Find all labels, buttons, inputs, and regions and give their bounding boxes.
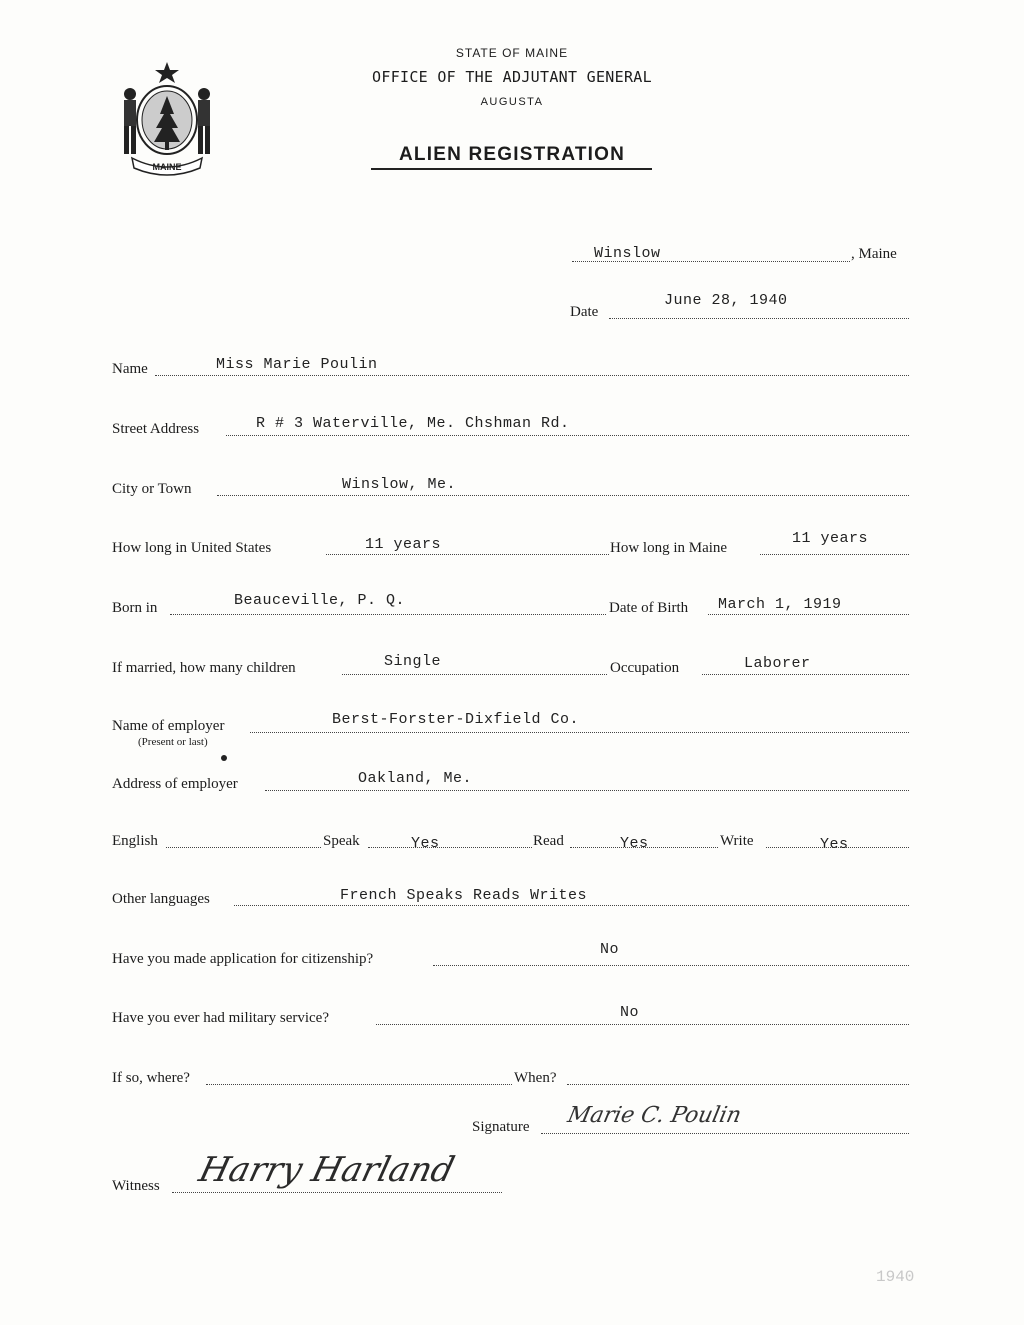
other-languages-label: Other languages	[112, 891, 210, 907]
military-line	[376, 1024, 909, 1025]
signature-label: Signature	[472, 1119, 530, 1135]
other-languages-line	[234, 905, 909, 906]
employer-address-value: Oakland, Me.	[358, 770, 473, 787]
signature-value: Marie C. Poulin	[565, 1103, 744, 1128]
date-line	[609, 318, 909, 319]
where-line	[206, 1084, 512, 1085]
citizenship-value: No	[600, 941, 620, 958]
children-label: If married, how many children	[112, 660, 296, 676]
svg-text:MAINE: MAINE	[152, 162, 182, 172]
city-label: City or Town	[112, 481, 192, 497]
read-value: Yes	[620, 835, 649, 852]
how-long-maine-line	[760, 554, 909, 555]
place-suffix: , Maine	[851, 246, 897, 262]
ink-mark	[221, 755, 227, 761]
place-value: Winslow	[594, 245, 661, 262]
how-long-us-value: 11 years	[365, 536, 442, 553]
witness-label: Witness	[112, 1178, 160, 1194]
date-value: June 28, 1940	[664, 292, 788, 309]
english-label: English	[112, 833, 158, 849]
speak-line	[368, 847, 532, 848]
witness-value: Harry Harland	[195, 1150, 459, 1190]
faint-stamp-year: 1940	[876, 1268, 915, 1286]
born-in-value: Beauceville, P. Q.	[234, 592, 406, 609]
employer-value: Berst-Forster-Dixfield Co.	[332, 711, 580, 728]
how-long-us-label: How long in United States	[112, 540, 272, 556]
street-label: Street Address	[112, 421, 200, 437]
english-line	[166, 847, 321, 848]
employer-address-line	[265, 790, 909, 791]
born-in-label: Born in	[112, 600, 158, 616]
employer-address-label: Address of employer	[112, 776, 238, 792]
citizenship-label: Have you made application for citizenship?	[112, 951, 374, 967]
employer-label: Name of employer	[112, 718, 225, 734]
occupation-label: Occupation	[610, 660, 680, 676]
street-value: R # 3 Waterville, Me. Chshman Rd.	[256, 415, 570, 432]
header-office: OFFICE OF THE ADJUTANT GENERAL	[372, 68, 652, 86]
name-label: Name	[112, 361, 148, 377]
header-city: AUGUSTA	[480, 96, 544, 108]
when-line	[567, 1084, 909, 1085]
employer-line	[250, 732, 909, 733]
where-label: If so, where?	[112, 1070, 190, 1086]
street-line	[226, 435, 909, 436]
occupation-value: Laborer	[744, 655, 811, 672]
name-value: Miss Marie Poulin	[216, 356, 378, 373]
children-line	[342, 674, 607, 675]
city-line	[217, 495, 909, 496]
speak-label: Speak	[323, 833, 360, 849]
write-value: Yes	[820, 836, 849, 853]
name-line	[155, 375, 909, 376]
speak-value: Yes	[411, 835, 440, 852]
witness-line	[172, 1192, 502, 1193]
children-value: Single	[384, 653, 442, 670]
how-long-maine-label: How long in Maine	[610, 540, 728, 556]
citizenship-line	[433, 965, 909, 966]
form-title: ALIEN REGISTRATION	[398, 144, 626, 165]
military-value: No	[620, 1004, 640, 1021]
how-long-us-line	[326, 554, 609, 555]
signature-line	[541, 1133, 909, 1134]
when-label: When?	[514, 1070, 557, 1086]
dob-value: March 1, 1919	[718, 596, 842, 613]
city-value: Winslow, Me.	[342, 476, 457, 493]
how-long-maine-value: 11 years	[792, 530, 869, 547]
title-underline	[371, 168, 652, 170]
born-in-line	[170, 614, 606, 615]
write-label: Write	[720, 833, 754, 849]
dob-label: Date of Birth	[609, 600, 689, 616]
date-label: Date	[570, 304, 599, 320]
occupation-line	[702, 674, 909, 675]
header-state: STATE OF MAINE	[455, 46, 569, 60]
read-label: Read	[533, 833, 564, 849]
military-label: Have you ever had military service?	[112, 1010, 329, 1026]
other-languages-value: French Speaks Reads Writes	[340, 887, 588, 904]
employer-sublabel: (Present or last)	[138, 736, 208, 748]
dob-line	[708, 614, 909, 615]
